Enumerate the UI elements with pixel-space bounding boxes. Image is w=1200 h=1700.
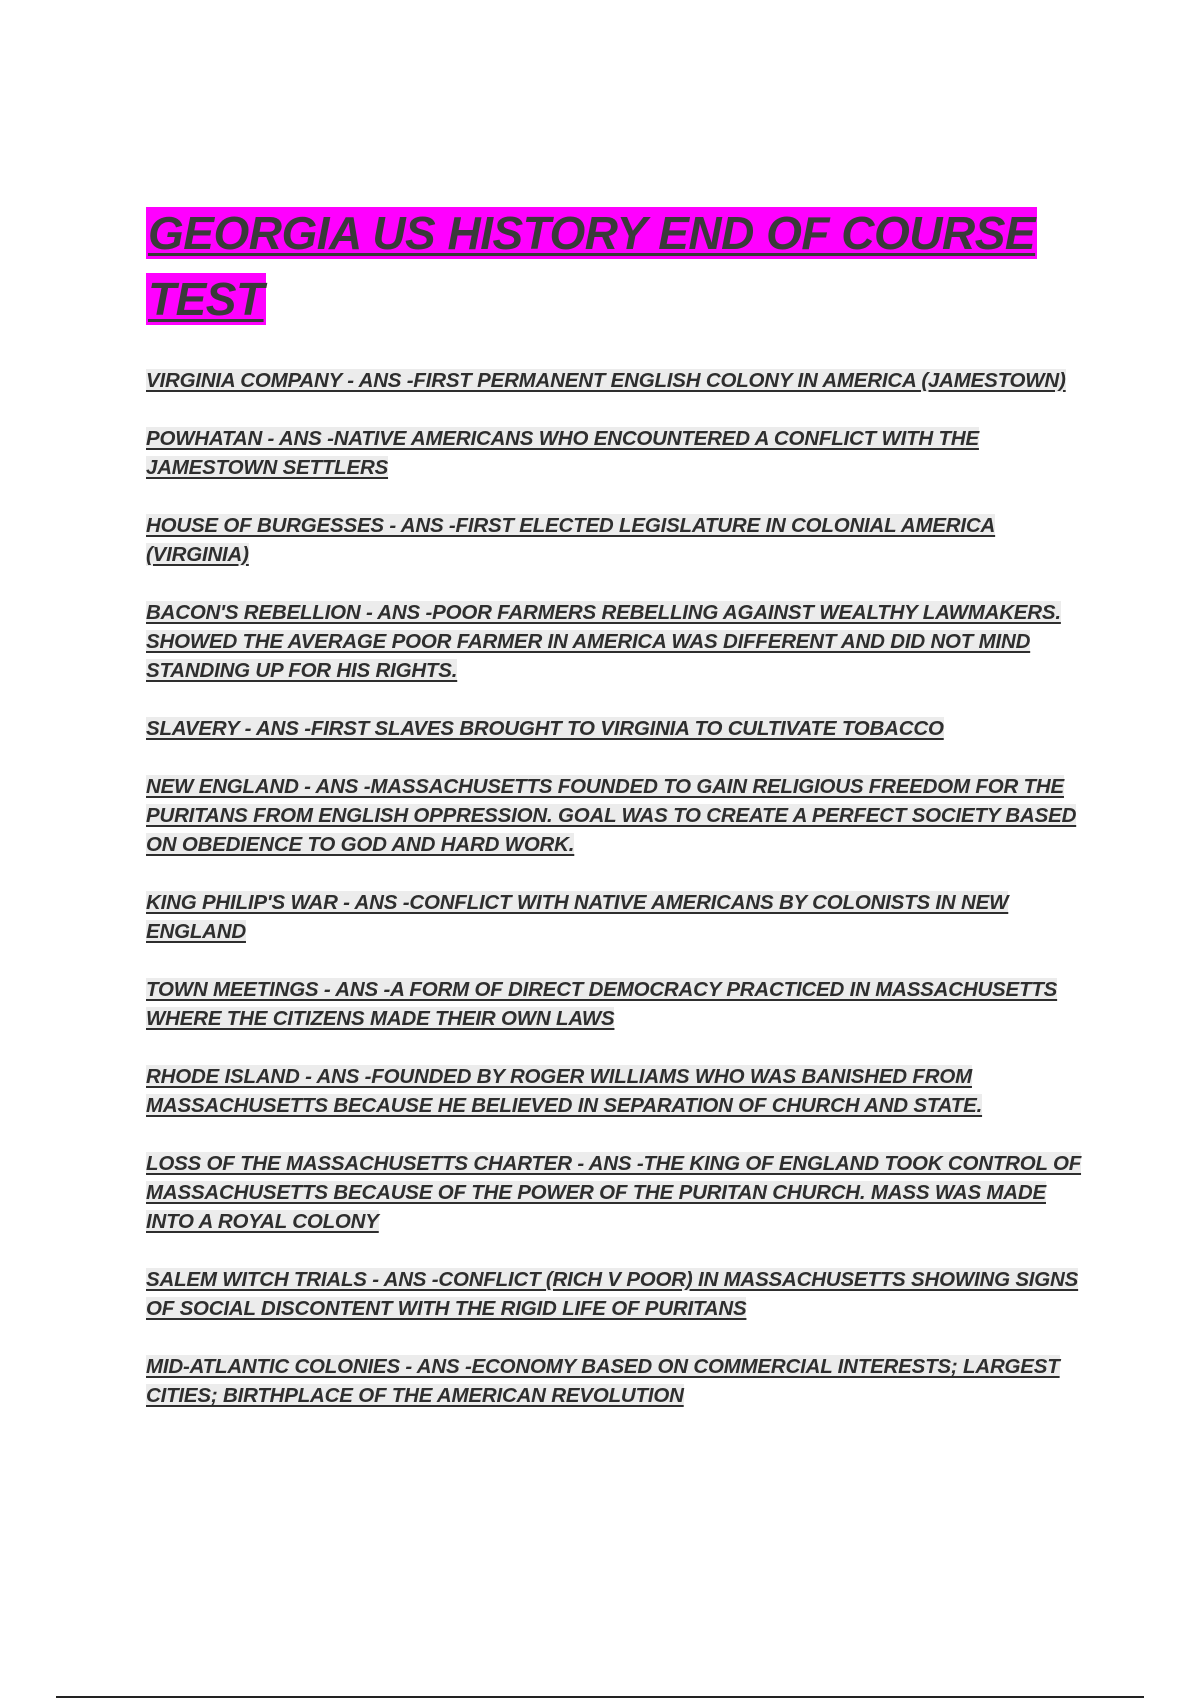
qa-entry-text: KING PHILIP'S WAR - ANS -CONFLICT WITH NATIVE AMERICANS BY COLONISTS IN NEW ENGLAND <box>146 891 1009 943</box>
qa-entry <box>146 1265 1096 1323</box>
document-title-text: GEORGIA US HISTORY END OF COURSE TEST <box>148 207 1036 325</box>
qa-entry <box>146 598 1096 685</box>
qa-entry <box>146 772 1096 859</box>
qa-entry <box>146 1062 1096 1120</box>
qa-entry <box>146 366 1096 395</box>
footer-divider <box>56 1696 1144 1698</box>
qa-entry <box>146 1352 1096 1410</box>
qa-entry-text: TOWN MEETINGS - ANS -A FORM OF DIRECT DEMOCRACY PRACTICED IN MASSACHUSETTS WHERE THE CITIZENS MADE THEIR OWN LAWS <box>146 978 1058 1030</box>
qa-entry <box>146 975 1096 1033</box>
qa-entry-text: BACON'S REBELLION - ANS -POOR FARMERS REBELLING AGAINST WEALTHY LAWMAKERS. SHOWED THE AVERAGE POOR FARMER IN AMERICA WAS DIFFERENT AND DID NOT MIND STANDING UP FOR HIS RIGHTS. <box>146 601 1061 682</box>
qa-entry-text: SALEM WITCH TRIALS - ANS -CONFLICT (RICH V POOR) IN MASSACHUSETTS SHOWING SIGNS OF SOCIAL DISCONTENT WITH THE RIGID LIFE OF PURITANS <box>146 1268 1079 1320</box>
qa-entry-text: SLAVERY - ANS -FIRST SLAVES BROUGHT TO VIRGINIA TO CULTIVATE TOBACCO <box>146 717 944 740</box>
qa-entry-list <box>146 366 1096 1439</box>
qa-entry <box>146 511 1096 569</box>
qa-entry-text: NEW ENGLAND - ANS -MASSACHUSETTS FOUNDED TO GAIN RELIGIOUS FREEDOM FOR THE PURITANS FROM ENGLISH OPPRESSION. GOAL WAS TO CREATE A PERFECT SOCIETY BASED ON OBEDIENCE TO GOD AND HARD WORK. <box>146 775 1077 856</box>
qa-entry-text: MID-ATLANTIC COLONIES - ANS -ECONOMY BASED ON COMMERCIAL INTERESTS; LARGEST CITIES; BIRTHPLACE OF THE AMERICAN REVOLUTION <box>146 1355 1060 1407</box>
qa-entry <box>146 714 1096 743</box>
qa-entry-text: RHODE ISLAND - ANS -FOUNDED BY ROGER WILLIAMS WHO WAS BANISHED FROM MASSACHUSETTS BECAUSE HE BELIEVED IN SEPARATION OF CHURCH AND STATE. <box>146 1065 983 1117</box>
qa-entry <box>146 1149 1096 1236</box>
qa-entry <box>146 888 1096 946</box>
qa-entry-text: VIRGINIA COMPANY - ANS -FIRST PERMANENT ENGLISH COLONY IN AMERICA (JAMESTOWN) <box>146 369 1066 392</box>
qa-entry <box>146 424 1096 482</box>
qa-entry-text: HOUSE OF BURGESSES - ANS -FIRST ELECTED LEGISLATURE IN COLONIAL AMERICA (VIRGINIA) <box>146 514 996 566</box>
qa-entry-text: LOSS OF THE MASSACHUSETTS CHARTER - ANS -THE KING OF ENGLAND TOOK CONTROL OF MASSACHUSETTS BECAUSE OF THE POWER OF THE PURITAN CHURCH. MASS WAS MADE INTO A ROYAL COLONY <box>146 1152 1082 1233</box>
qa-entry-text: POWHATAN - ANS -NATIVE AMERICANS WHO ENCOUNTERED A CONFLICT WITH THE JAMESTOWN SETTLERS <box>146 427 979 479</box>
document-title <box>146 200 1096 332</box>
